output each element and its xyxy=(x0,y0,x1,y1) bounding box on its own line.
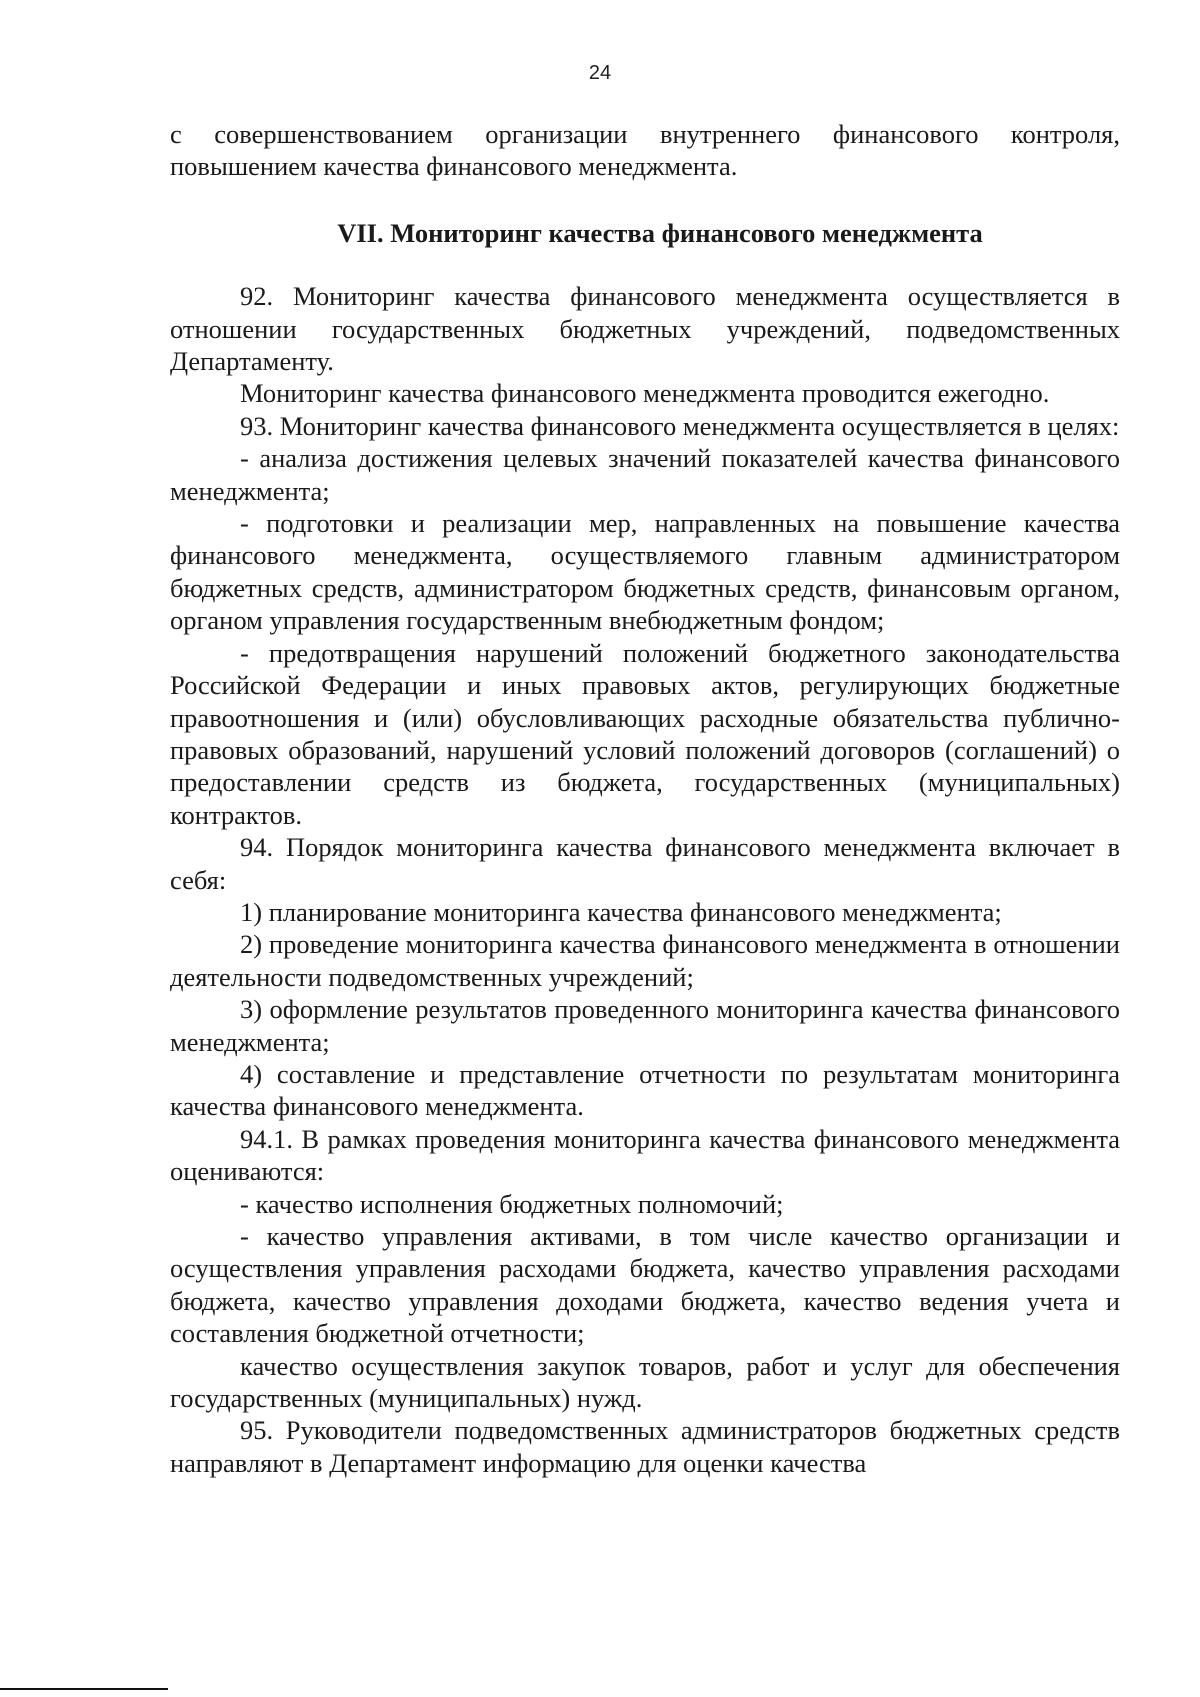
paragraph-95: 95. Руководители подведомственных администраторов бюджетных средств направляют в Департамент информацию для оценки качества xyxy=(170,1415,1120,1478)
page-number: 24 xyxy=(588,62,612,84)
list-item-prevention: - предотвращения нарушений положений бюджетного законодательства Российской Федерации и иных правовых актов, регулирующих бюджетные правоотношения и (или) обусловливающих расходные обязательства публично-правовых образований, нарушений условий положений договоров (соглашений) о предоставлении средств из бюджета, государственных (муниципальных) контрактов. xyxy=(170,637,1120,830)
list-item-procurement: качество осуществления закупок товаров, работ и услуг для обеспечения государственных (муниципальных) нужд. xyxy=(170,1350,1120,1414)
intro-paragraph: с совершенствованием организации внутреннего финансового контроля, повышением качества финансового менеджмента. xyxy=(170,119,1120,182)
paragraph-93: 93. Мониторинг качества финансового менеджмента осуществляется в целях: xyxy=(240,410,1120,441)
list-item-budget-powers: - качество исполнения бюджетных полномочий; xyxy=(240,1188,784,1219)
list-item-4: 4) составление и представление отчетности по результатам мониторинга качества финансового менеджмента. xyxy=(170,1058,1120,1122)
paragraph-annual: Мониторинг качества финансового менеджмента проводится ежегодно. xyxy=(240,378,1050,409)
section-heading: VII. Мониторинг качества финансового менеджмента xyxy=(337,217,983,248)
list-item-analysis: - анализа достижения целевых значений показателей качества финансового менеджмента; xyxy=(170,443,1120,506)
list-item-3: 3) оформление результатов проведенного мониторинга качества финансового менеджмента; xyxy=(170,994,1120,1057)
paragraph-94-1: 94.1. В рамках проведения мониторинга качества финансового менеджмента оцениваются: xyxy=(170,1123,1120,1187)
footer-rule xyxy=(0,1688,168,1690)
list-item-1: 1) планирование мониторинга качества финансового менеджмента; xyxy=(240,896,1002,927)
list-item-assets: - качество управления активами, в том числе качество организации и осуществления управления расходами бюджета, качество управления расходами бюджета, качество управления доходами бюджета, качество ведения учета и составления бюджетной отчетности; xyxy=(170,1221,1120,1349)
list-item-2: 2) проведение мониторинга качества финансового менеджмента в отношении деятельности подведомственных учреждений; xyxy=(170,929,1120,992)
paragraph-94: 94. Порядок мониторинга качества финансового менеджмента включает в себя: xyxy=(170,832,1120,895)
paragraph-92: 92. Мониторинг качества финансового менеджмента осуществляется в отношении государственных бюджетных учреждений, подведомственных Департаменту. xyxy=(170,281,1120,377)
list-item-measures: - подготовки и реализации мер, направленных на повышение качества финансового менеджмента, осуществляемого главным администратором бюджетных средств, администратором бюджетных средств, финансовым органом, органом управления государственным внебюджетным фондом; xyxy=(170,508,1120,636)
document-body xyxy=(170,118,1120,1479)
